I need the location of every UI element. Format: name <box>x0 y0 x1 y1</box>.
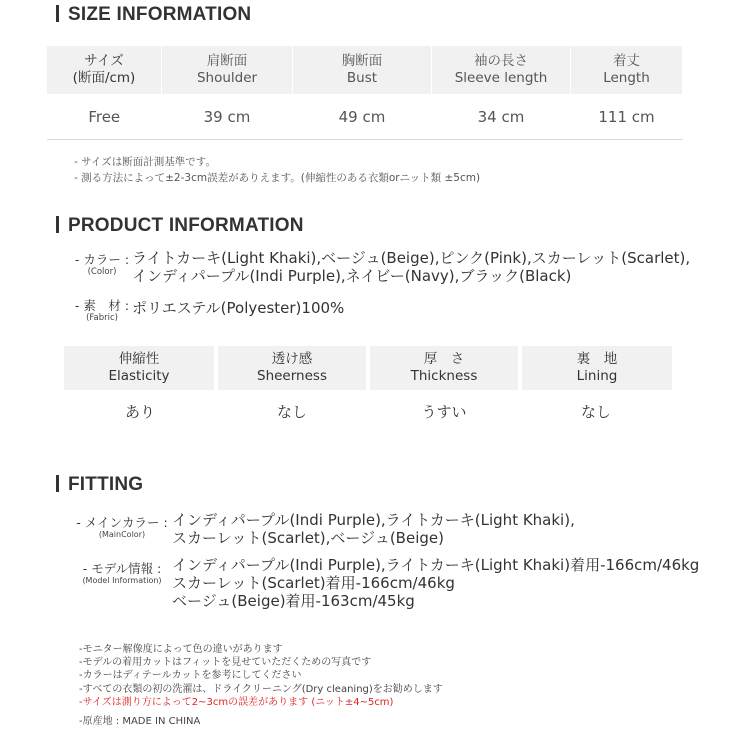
attribute-value-row <box>64 390 672 432</box>
size-table <box>47 46 683 140</box>
size-col-header: サイズ (断面/cm) <box>47 46 162 94</box>
elasticity-header: 伸縮性 Elasticity <box>64 346 216 390</box>
size-note: - サイズは断面計測基準です。 <box>74 156 216 168</box>
lining-value: なし <box>580 402 611 421</box>
sleeve-col-header: 袖の長さ Sleeve length <box>432 46 571 94</box>
length-value: 111 cm <box>571 94 683 140</box>
length-col-header: 着丈 Length <box>571 46 683 94</box>
color-value: ライトカーキ(Light Khaki),ベージュ(Beige),ピンク(Pink),スカーレット(Scarlet), インディパープル(Indi Purple),ネイビー(Navy),ブラック(Black) <box>132 249 691 285</box>
size-note: - 測る方法によって±2-3cm誤差がありえます。(伸縮性のある衣類orニット類 ±5cm) <box>74 172 481 184</box>
fabric-label: - 素 材 : (Fabric) <box>74 298 130 323</box>
color-label: - カラー : (Color) <box>74 252 130 277</box>
size-value: Free <box>47 94 162 140</box>
color-row <box>74 249 690 285</box>
main-color-row <box>74 511 575 547</box>
model-info-label: - モデル情報 : (Model Information) <box>82 561 162 585</box>
size-table-header-row <box>47 46 683 94</box>
footnote-line: -カラーはディテールカットを参考にしてください <box>79 670 302 682</box>
model-info-row <box>74 556 699 610</box>
fabric-value: ポリエステル(Polyester)100% <box>132 299 345 317</box>
product-information-title: PRODUCT INFORMATION <box>56 215 304 237</box>
size-notes <box>74 154 480 186</box>
sheerness-value: なし <box>276 402 307 421</box>
elasticity-value: あり <box>124 402 155 421</box>
lining-header: 裏 地 Lining <box>520 346 672 390</box>
shoulder-col-header: 肩断面 Shoulder <box>162 46 293 94</box>
model-info-value: インディパープル(Indi Purple),ライトカーキ(Light Khaki)着用-166cm/46kg スカーレット(Scarlet)着用-166cm/46kg ベージュ(Beige)着用-163cm/45kg <box>172 556 700 610</box>
shoulder-value: 39 cm <box>162 94 293 140</box>
size-information-title: SIZE INFORMATION <box>56 4 251 26</box>
footnote-line: -すべての衣類の初の洗濯は、ドライクリーニング(Dry cleaning)をお勧めします <box>79 683 443 695</box>
footnote-line: -モニター解像度によって色の違いがあります <box>79 644 283 655</box>
sheerness-header: 透け感 Sheerness <box>216 346 368 390</box>
main-color-value: インディパープル(Indi Purple),ライトカーキ(Light Khaki), スカーレット(Scarlet),ベージュ(Beige) <box>172 511 575 547</box>
size-warning: -サイズは測り方によって2~3cmの誤差があります (ニット±4~5cm) <box>79 696 394 708</box>
footnote-line: -モデルの着用カットはフィットを見せていただくための写真です <box>79 657 372 669</box>
attribute-header-row <box>64 346 672 390</box>
size-table-row <box>47 94 683 140</box>
attribute-table <box>64 346 672 432</box>
footnotes <box>79 643 443 728</box>
bust-col-header: 胸断面 Bust <box>293 46 432 94</box>
thickness-header: 厚 さ Thickness <box>368 346 520 390</box>
bust-value: 49 cm <box>293 94 432 140</box>
fitting-title: FITTING <box>56 474 143 496</box>
thickness-value: うすい <box>421 402 467 421</box>
origin-note: -原産地 : MADE IN CHINA <box>79 716 201 728</box>
sleeve-value: 34 cm <box>432 94 571 140</box>
fabric-row <box>74 299 344 324</box>
main-color-label: - メインカラー : (MainColor) <box>76 515 168 539</box>
